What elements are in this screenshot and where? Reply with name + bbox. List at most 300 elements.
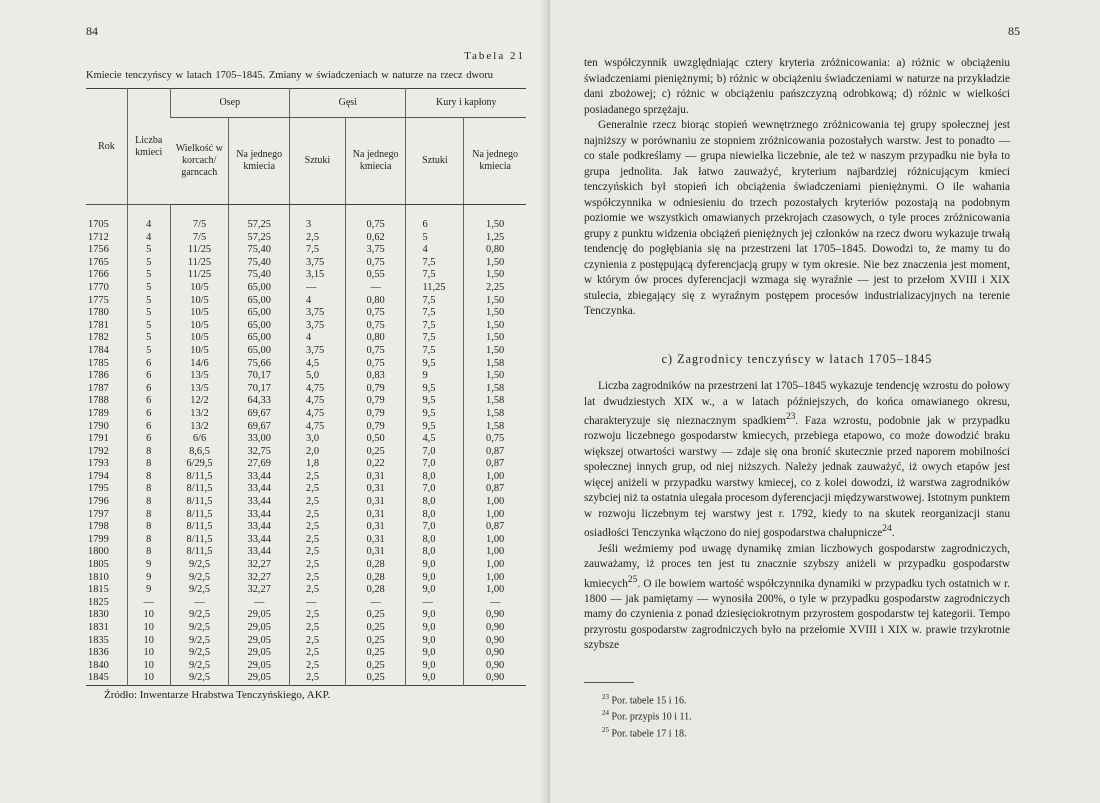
table-cell: 4 <box>290 332 346 345</box>
table-cell: 1785 <box>88 357 109 369</box>
table-cell: 7,5 <box>406 269 464 282</box>
table-cell: 2,5 <box>290 622 346 635</box>
table-row <box>86 635 526 648</box>
table-row <box>86 383 526 396</box>
section-heading: c) Zagrodnicy tenczyńscy w latach 1705–1845 <box>661 352 933 366</box>
table-cell: 1,00 <box>464 572 526 585</box>
table-cell: 2,0 <box>290 446 346 459</box>
table-cell: 0,75 <box>345 345 406 358</box>
table-cell: 0,75 <box>345 358 406 371</box>
table-cell: 2,5 <box>290 572 346 585</box>
table-cell: 65,00 <box>229 320 290 333</box>
paragraph <box>584 542 1010 654</box>
table-cell: 1,50 <box>464 320 526 333</box>
header-gesi-na-jednego: Na jednego kmiecia <box>345 118 406 205</box>
table-cell: 9,0 <box>406 572 464 585</box>
table-cell: 0,90 <box>464 622 526 635</box>
table-cell: 1,50 <box>464 345 526 358</box>
table-cell: 0,80 <box>345 295 406 308</box>
table-cell: 9,0 <box>406 647 464 660</box>
table-cell: 9/2,5 <box>170 559 229 572</box>
table-cell: 33,44 <box>229 521 290 534</box>
footnote-ref: 24 <box>882 524 892 535</box>
table-cell: 3,0 <box>290 433 346 446</box>
table-cell: 3,75 <box>345 244 406 257</box>
table-cell: 6 <box>127 383 170 396</box>
table-cell: 9,5 <box>406 408 464 421</box>
table-source: Źródło: Inwentarze Hrabstwa Tenczyńskiego, AKP. <box>104 689 331 701</box>
table-cell: 0,75 <box>345 307 406 320</box>
table-cell: 8 <box>127 509 170 522</box>
table-cell: 1810 <box>88 571 109 583</box>
table-cell: 13/5 <box>170 383 229 396</box>
table-cell: 0,83 <box>345 370 406 383</box>
table-cell: 0,50 <box>345 433 406 446</box>
table-cell: 1790 <box>88 420 109 432</box>
table-cell: 10 <box>127 660 170 673</box>
table-cell: 2,5 <box>290 647 346 660</box>
table-cell: 0,75 <box>345 205 406 232</box>
table-cell: 1765 <box>88 256 109 268</box>
table-wrapper <box>86 88 526 686</box>
table-row <box>86 358 526 371</box>
table-cell: 1770 <box>88 281 109 293</box>
table-cell: 4 <box>290 295 346 308</box>
table-cell: 11/25 <box>170 257 229 270</box>
table-cell: 8 <box>127 446 170 459</box>
table-cell: 32,27 <box>229 559 290 572</box>
table-cell: 9/2,5 <box>170 609 229 622</box>
table-cell: 1815 <box>88 584 109 596</box>
table-cell: 1793 <box>88 458 109 470</box>
table-cell: 12/2 <box>170 395 229 408</box>
table-cell: 33,00 <box>229 433 290 446</box>
table-cell: 10/5 <box>170 282 229 295</box>
table-cell: 1830 <box>88 609 109 621</box>
text-run: . O ile bowiem wartość współczynnika dynamiki w przypadku tych ostatnich w r. 1800 — jak pamiętamy — wynosiła 200%, o tyle w przypadku gospodarstw zagrodniczych mamy do czynienia z ponad dziesięciokrotnym przyrostem gospodarstw tej kategorii. Tempo przyrostu gospodarstw zagrodniczych było na przełomie XVIII i XIX w. prawie trzykrotnie szybsze <box>584 577 1010 652</box>
footnote-number: 25 <box>602 725 609 734</box>
table-cell: 8 <box>127 534 170 547</box>
footnote-text: Por. przypis 10 i 11. <box>611 711 692 723</box>
table-row <box>86 458 526 471</box>
table-cell: 4,75 <box>290 421 346 434</box>
table-cell: 10 <box>127 647 170 660</box>
table-cell: 2,5 <box>290 609 346 622</box>
table-cell: 1835 <box>88 634 109 646</box>
table-cell: 3,75 <box>290 257 346 270</box>
footnote-ref: 25 <box>627 574 638 585</box>
table-cell: 0,87 <box>464 458 526 471</box>
table-cell: 2,5 <box>290 660 346 673</box>
table-cell: 2,5 <box>290 672 346 685</box>
table-cell: 1,50 <box>464 307 526 320</box>
data-table <box>86 88 526 686</box>
table-cell: 9,0 <box>406 635 464 648</box>
table-cell: 0,31 <box>345 496 406 509</box>
table-cell: 0,31 <box>345 483 406 496</box>
table-cell: 6 <box>127 395 170 408</box>
table-cell: 8,0 <box>406 509 464 522</box>
header-rok: Rok <box>86 89 127 205</box>
table-cell: 5 <box>127 295 170 308</box>
table-cell: 13/5 <box>170 370 229 383</box>
table-cell: 0,25 <box>345 660 406 673</box>
table-cell: 1791 <box>88 433 109 445</box>
table-cell: 1705 <box>88 219 109 230</box>
table-cell: 8,0 <box>406 496 464 509</box>
table-cell: — <box>229 597 290 610</box>
table-cell: — <box>290 282 346 295</box>
table-cell: 0,90 <box>464 609 526 622</box>
table-row <box>86 672 526 685</box>
paragraph: ten współczynnik uwzględniając cztery kryteria zróżnicowania: a) różnic w obciążeniu świadczeniami pieniężnymi; b) różnic w obciążeniu świadczeniami w naturze na przykładzie dani zbożowej; c) różnic w obciążeniu pańszczyzną odrobkową; d) różnic w wielkości posiadanego sprzężaju. <box>584 57 1010 116</box>
table-cell: 29,05 <box>229 609 290 622</box>
table-cell: 1,00 <box>464 509 526 522</box>
table-cell: 8/11,5 <box>170 546 229 559</box>
table-cell: 4,5 <box>290 358 346 371</box>
table-cell: 0,28 <box>345 572 406 585</box>
table-cell: 9,0 <box>406 672 464 685</box>
table-cell: 32,27 <box>229 584 290 597</box>
table-cell: 10/5 <box>170 332 229 345</box>
table-cell: 33,44 <box>229 546 290 559</box>
table-cell: 0,87 <box>464 483 526 496</box>
table-cell: 2,5 <box>290 232 346 245</box>
table-cell: 8,0 <box>406 471 464 484</box>
table-cell: 1,50 <box>464 295 526 308</box>
table-cell: 7/5 <box>170 232 229 245</box>
table-row <box>86 660 526 673</box>
table-cell: 0,90 <box>464 660 526 673</box>
table-cell: 9 <box>406 370 464 383</box>
table-cell: 0,90 <box>464 647 526 660</box>
table-cell: 8/11,5 <box>170 509 229 522</box>
table-cell: 1,00 <box>464 496 526 509</box>
table-cell: 5 <box>127 282 170 295</box>
table-cell: 6 <box>127 408 170 421</box>
table-cell: 0,25 <box>345 672 406 685</box>
table-cell: 3 <box>290 205 346 232</box>
table-cell: 8 <box>127 521 170 534</box>
table-cell: 1,58 <box>464 408 526 421</box>
table-cell: 6 <box>127 370 170 383</box>
table-cell: 0,87 <box>464 446 526 459</box>
table-cell: 0,87 <box>464 521 526 534</box>
table-cell: — <box>290 597 346 610</box>
table-cell: 65,00 <box>229 282 290 295</box>
table-cell: 7,5 <box>290 244 346 257</box>
footnote <box>602 724 692 740</box>
table-cell: 1,58 <box>464 383 526 396</box>
table-cell: 2,5 <box>290 483 346 496</box>
table-cell: 0,79 <box>345 408 406 421</box>
text-block-top <box>584 56 1010 320</box>
table-cell: 9/2,5 <box>170 584 229 597</box>
table-cell: 2,5 <box>290 534 346 547</box>
table-row <box>86 534 526 547</box>
table-cell: 9 <box>127 559 170 572</box>
table-cell: 0,22 <box>345 458 406 471</box>
table-cell: 1,58 <box>464 358 526 371</box>
table-cell: 10/5 <box>170 307 229 320</box>
table-cell: 7,0 <box>406 521 464 534</box>
table-cell: 10 <box>127 672 170 685</box>
table-cell: 1788 <box>88 395 109 407</box>
table-cell: 1836 <box>88 647 109 659</box>
table-row <box>86 446 526 459</box>
table-cell: 0,25 <box>345 622 406 635</box>
table-cell: 57,25 <box>229 232 290 245</box>
table-cell: 33,44 <box>229 496 290 509</box>
table-cell: 1,8 <box>290 458 346 471</box>
table-cell: 10 <box>127 609 170 622</box>
table-row <box>86 395 526 408</box>
table-cell: 8/11,5 <box>170 483 229 496</box>
table-cell: 0,31 <box>345 521 406 534</box>
table-row <box>86 421 526 434</box>
table-cell: 1794 <box>88 470 109 482</box>
table-cell: 5,0 <box>290 370 346 383</box>
table-cell: 1766 <box>88 269 109 281</box>
table-cell: 29,05 <box>229 622 290 635</box>
table-cell: 6/29,5 <box>170 458 229 471</box>
table-cell: 1845 <box>88 672 109 684</box>
table-cell: 9,0 <box>406 584 464 597</box>
table-row <box>86 597 526 610</box>
table-row <box>86 332 526 345</box>
table-cell: 10/5 <box>170 320 229 333</box>
table-cell: 75,40 <box>229 269 290 282</box>
table-cell: 5 <box>127 257 170 270</box>
table-cell: 9,0 <box>406 622 464 635</box>
table-cell: 75,40 <box>229 244 290 257</box>
footnote-number: 23 <box>602 693 609 701</box>
right-page <box>550 0 1100 803</box>
table-cell: 6 <box>127 421 170 434</box>
table-cell: 70,17 <box>229 383 290 396</box>
table-title: Kmiecie tenczyńscy w latach 1705–1845. Zmiany w świadczeniach w naturze na rzecz dworu <box>86 70 494 81</box>
table-row <box>86 509 526 522</box>
table-cell: 1,50 <box>464 205 526 232</box>
table-cell: 1,50 <box>464 370 526 383</box>
table-cell: — <box>345 597 406 610</box>
table-cell: 0,25 <box>345 635 406 648</box>
table-cell: 0,90 <box>464 672 526 685</box>
table-cell: 9,0 <box>406 609 464 622</box>
table-cell: 1795 <box>88 483 109 495</box>
table-cell: 8/11,5 <box>170 471 229 484</box>
table-row <box>86 345 526 358</box>
table-row <box>86 295 526 308</box>
table-cell: 29,05 <box>229 647 290 660</box>
table-cell: 8,0 <box>406 546 464 559</box>
table-cell: 33,44 <box>229 534 290 547</box>
table-cell: 4 <box>127 232 170 245</box>
page-number-right: 85 <box>1008 24 1020 38</box>
table-cell: 0,75 <box>464 433 526 446</box>
table-cell: 1,00 <box>464 471 526 484</box>
table-cell: 32,27 <box>229 572 290 585</box>
table-row <box>86 257 526 270</box>
text-run: . <box>891 527 895 540</box>
table-cell: 1,50 <box>464 257 526 270</box>
table-cell: 29,05 <box>229 635 290 648</box>
table-cell: 75,66 <box>229 358 290 371</box>
header-wielkosc: Wielkość w korcach/ garncach <box>170 118 229 205</box>
table-cell: 6 <box>406 205 464 232</box>
table-cell: 7,5 <box>406 295 464 308</box>
table-cell: 1,25 <box>464 232 526 245</box>
table-row <box>86 269 526 282</box>
table-cell: 0,90 <box>464 635 526 648</box>
table-cell: 1781 <box>88 319 109 331</box>
table-cell: 29,05 <box>229 672 290 685</box>
table-cell: 1,00 <box>464 546 526 559</box>
table-cell: 1799 <box>88 533 109 545</box>
table-cell: 11/25 <box>170 244 229 257</box>
table-cell: 10/5 <box>170 345 229 358</box>
table-cell: 7,0 <box>406 458 464 471</box>
table-cell: 0,75 <box>345 257 406 270</box>
table-cell: 1840 <box>88 659 109 671</box>
table-cell: 9/2,5 <box>170 572 229 585</box>
table-row <box>86 307 526 320</box>
table-cell: 11/25 <box>170 269 229 282</box>
table-cell: 1797 <box>88 508 109 520</box>
table-cell: 5 <box>127 244 170 257</box>
table-cell: 10 <box>127 635 170 648</box>
table-cell: 27,69 <box>229 458 290 471</box>
table-cell: 70,17 <box>229 370 290 383</box>
table-row <box>86 244 526 257</box>
table-cell: 0,25 <box>345 446 406 459</box>
table-cell: 65,00 <box>229 345 290 358</box>
header-kury-na-jednego: Na jednego kmiecia <box>464 118 526 205</box>
table-cell: — <box>406 597 464 610</box>
table-cell: 1798 <box>88 521 109 533</box>
table-cell: 33,44 <box>229 509 290 522</box>
table-cell: 10 <box>127 622 170 635</box>
text-run: Liczba zagrodników na przestrzeni lat 1705–1845 wykazuje tendencję wzrostu do połowy lat dwudziestych XIX w., a w latach późniejszych, do końca omawianego okresu, charakteryzuje się nieznacznym spadkiem <box>584 380 1010 427</box>
table-cell: 0,28 <box>345 584 406 597</box>
table-row <box>86 609 526 622</box>
table-cell: 33,44 <box>229 483 290 496</box>
table-cell: 1784 <box>88 344 109 356</box>
table-cell: — <box>170 597 229 610</box>
footnote <box>602 707 692 723</box>
table-cell: 9,5 <box>406 395 464 408</box>
table-cell: 1787 <box>88 382 109 394</box>
table-cell: 1,50 <box>464 332 526 345</box>
table-cell: 65,00 <box>229 332 290 345</box>
footnote-ref: 23 <box>786 412 796 422</box>
table-cell: 69,67 <box>229 408 290 421</box>
table-row <box>86 320 526 333</box>
table-cell: 0,25 <box>345 647 406 660</box>
table-cell: 9,5 <box>406 383 464 396</box>
table-cell: 4 <box>406 244 464 257</box>
table-cell: 1782 <box>88 332 109 344</box>
table-cell: 1,58 <box>464 395 526 408</box>
header-kury: Kury i kapłony <box>406 89 526 118</box>
table-cell: 0,79 <box>345 421 406 434</box>
table-cell: 33,44 <box>229 471 290 484</box>
table-cell: 14/6 <box>170 358 229 371</box>
table-cell: 7,5 <box>406 307 464 320</box>
table-body <box>86 205 526 686</box>
table-cell: 75,40 <box>229 257 290 270</box>
header-kury-sztuki: Sztuki <box>406 118 464 205</box>
table-cell: 0,80 <box>464 244 526 257</box>
header-gesi-sztuki: Sztuki <box>290 118 346 205</box>
table-cell: 4,75 <box>290 395 346 408</box>
table-cell: 2,5 <box>290 509 346 522</box>
page-number-left: 84 <box>86 24 98 38</box>
header-gesi: Gęsi <box>290 89 406 118</box>
table-cell: — <box>345 282 406 295</box>
table-cell: 9,0 <box>406 660 464 673</box>
table-cell: 6 <box>127 358 170 371</box>
table-cell: 8 <box>127 471 170 484</box>
table-cell: 4,5 <box>406 433 464 446</box>
table-cell: 13/2 <box>170 408 229 421</box>
footnote-number: 24 <box>602 709 609 718</box>
table-cell: 6/6 <box>170 433 229 446</box>
table-cell: 1800 <box>88 546 109 558</box>
table-cell: 9,5 <box>406 421 464 434</box>
table-cell: 8,6,5 <box>170 446 229 459</box>
text-run: . Faza wzrostu, podobnie jak w przypadku rozwoju liczebnego gospodarstw kmiecych, przebiega etapowo, co może dowodzić braku większej otwartości warstwy — zdaje się ona bronić skutecznie przed naporem mobilności społecznej innych grup, od niej niższych. Należy jednak zauważyć, iż owych etapów jest więcej aniżeli w przypadku warstwy kmiecej, co z kolei dowodzi, iż warstwa zagrodników szybciej niż ta ostatnia ulegała procesom dyferencjacji międzywarstwowej. Istotnym punktem w rozwoju liczebnym tej warstwy jest r. 1792, kiedy to na skutek reorganizacji stanu osiadłości Tenczynka włączono do niej gospodarstwa chałupnicze <box>584 414 1010 540</box>
table-cell: 0,79 <box>345 383 406 396</box>
table-cell: 1805 <box>88 559 109 571</box>
table-cell: 7,5 <box>406 320 464 333</box>
table-cell: 0,80 <box>345 332 406 345</box>
table-cell: — <box>127 597 170 610</box>
table-cell: 2,5 <box>290 496 346 509</box>
footnote-rule <box>584 682 634 683</box>
text-run: Jeśli weźmiemy pod uwagę dynamikę zmian liczbowych gospodarstw zagrodniczych, zauważamy, iż proces ten jest tu znacznie szybszy aniżeli w przypadku gospodarstw kmiecych <box>584 542 1010 590</box>
table-cell: 2,5 <box>290 471 346 484</box>
table-cell: 9/2,5 <box>170 622 229 635</box>
table-cell: 2,5 <box>290 584 346 597</box>
table-row <box>86 483 526 496</box>
table-cell: 9/2,5 <box>170 672 229 685</box>
paragraph <box>584 379 1010 542</box>
table-cell: 69,67 <box>229 421 290 434</box>
table-row <box>86 433 526 446</box>
table-cell: 8 <box>127 496 170 509</box>
table-cell: 1786 <box>88 370 109 382</box>
table-cell: 1775 <box>88 294 109 306</box>
table-cell: 1792 <box>88 445 109 457</box>
table-row <box>86 471 526 484</box>
table-row <box>86 546 526 559</box>
table-cell: 9 <box>127 584 170 597</box>
table-cell: 5 <box>406 232 464 245</box>
table-cell: 3,75 <box>290 307 346 320</box>
table-cell: 2,5 <box>290 635 346 648</box>
table-cell: 13/2 <box>170 421 229 434</box>
table-cell: 9,5 <box>406 358 464 371</box>
table-row <box>86 282 526 295</box>
table-cell: 8 <box>127 546 170 559</box>
footnote <box>602 691 692 707</box>
table-row <box>86 622 526 635</box>
paragraph: Generalnie rzecz biorąc stopień wewnętrznego zróżnicowania tej grupy społecznej jest najniższy w porównaniu ze stopniem zróżnicowania pozostałych warstw. Jest to ponadto — co stale podkreślamy — grupa niewielka liczebnie, ale też w naszym przypadku nie była to grupa jednolita. Jak łatwo zauważyć, kryterium najbardziej różnicującym kmieci tenczyńskich był stopień ich obciążenia świadczeniami pieniężnymi. O ile wahania współczynnika w odniesieniu do trzech pozostałych kryteriów pozostają na podobnym poziomie we wszystkich omawianych przekrojach czasowych, o tyle proces zróżnicowania grupy z punktu widzenia obciążeń pieniężnych jej członków na rzecz dworu wykazuje trwałą tendencję do pogłębiania się na przestrzeni lat 1705–1845. Dowodzi to, że mamy tu do czynienia z postępującą dyferencjacją grupy w tym okresie. Nie bez znaczenia jest moment, w którym ów proces dyferencjacji wzmaga się wyraźnie — jest to przełom XVIII i XIX stulecia, zbiegający się z wyraźnym postępem procesów industrializacyjnych na terenie Tenczynka. <box>584 119 1010 317</box>
table-cell: 9/2,5 <box>170 647 229 660</box>
table-row <box>86 559 526 572</box>
table-cell: 29,05 <box>229 660 290 673</box>
